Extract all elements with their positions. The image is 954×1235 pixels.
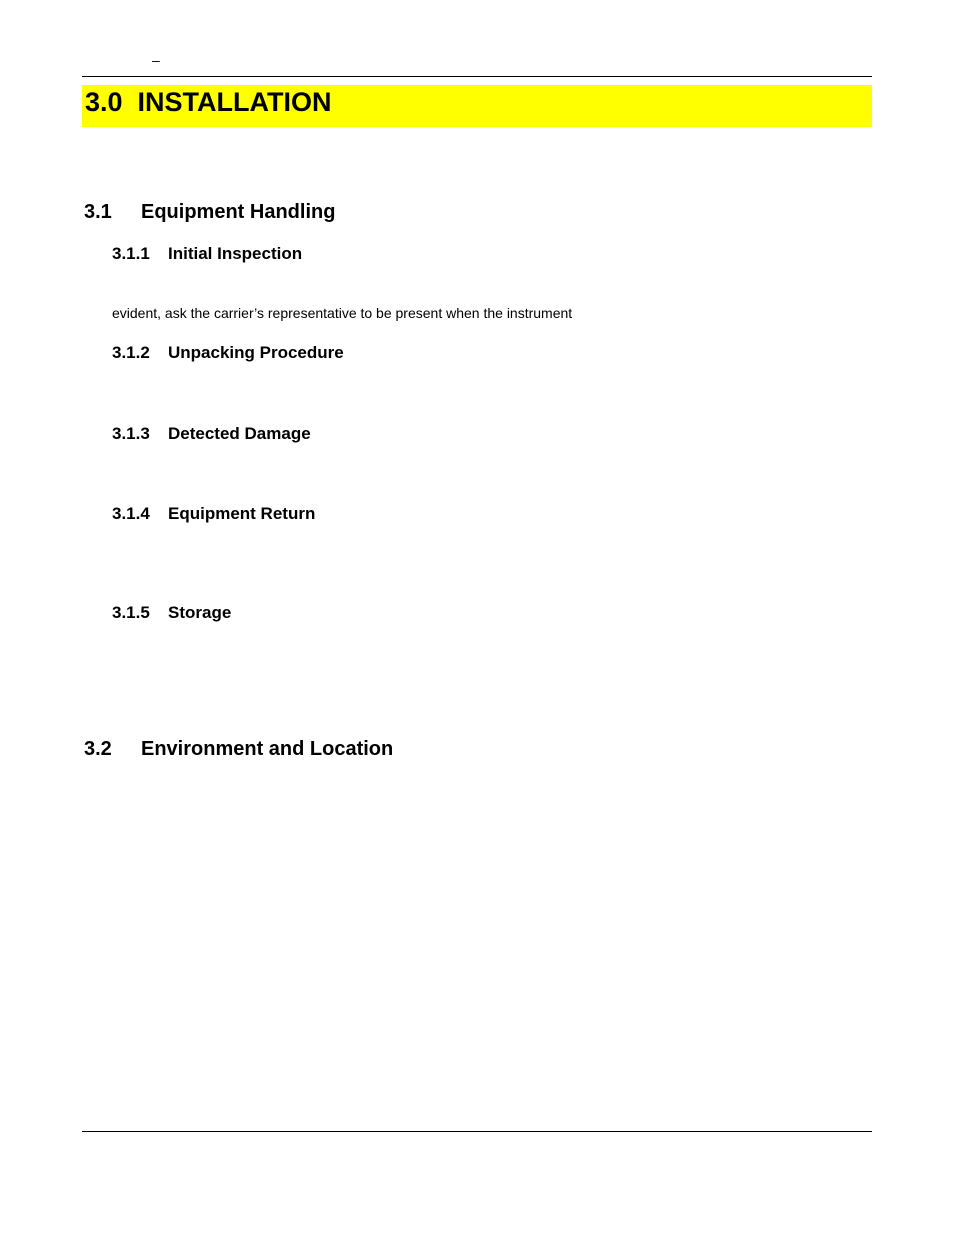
header-mark: – <box>152 52 160 68</box>
subsection-number: 3.1.1 <box>112 244 150 263</box>
subsection-heading-3-1-2 <box>112 343 344 363</box>
section-number: 3.2 <box>84 738 112 760</box>
section-title: Environment and Location <box>141 738 394 760</box>
subsection-title: Storage <box>168 603 232 622</box>
section-number: 3.1 <box>84 201 112 223</box>
subsection-heading-3-1-1 <box>112 244 302 264</box>
subsection-title: Initial Inspection <box>168 244 303 263</box>
subsection-heading-3-1-3 <box>112 424 311 444</box>
section-heading-3-1 <box>84 200 335 224</box>
section-heading-3-2 <box>84 737 393 761</box>
subsection-number: 3.1.5 <box>112 603 150 622</box>
header-rule <box>82 76 872 77</box>
subsection-number: 3.1.2 <box>112 343 150 362</box>
chapter-banner <box>82 85 872 127</box>
initial-inspection-text: evident, ask the carrier’s representative to be present when the instrument <box>112 305 573 321</box>
subsection-title: Detected Damage <box>168 424 311 443</box>
chapter-title: 3.0 INSTALLATION <box>85 87 332 117</box>
subsection-title: Unpacking Procedure <box>168 343 344 362</box>
section-title: Equipment Handling <box>141 201 336 223</box>
subsection-number: 3.1.4 <box>112 504 150 523</box>
subsection-heading-3-1-5 <box>112 603 231 623</box>
subsection-title: Equipment Return <box>168 504 316 523</box>
subsection-heading-3-1-4 <box>112 504 315 524</box>
subsection-number: 3.1.3 <box>112 424 150 443</box>
footer-rule <box>82 1131 872 1132</box>
